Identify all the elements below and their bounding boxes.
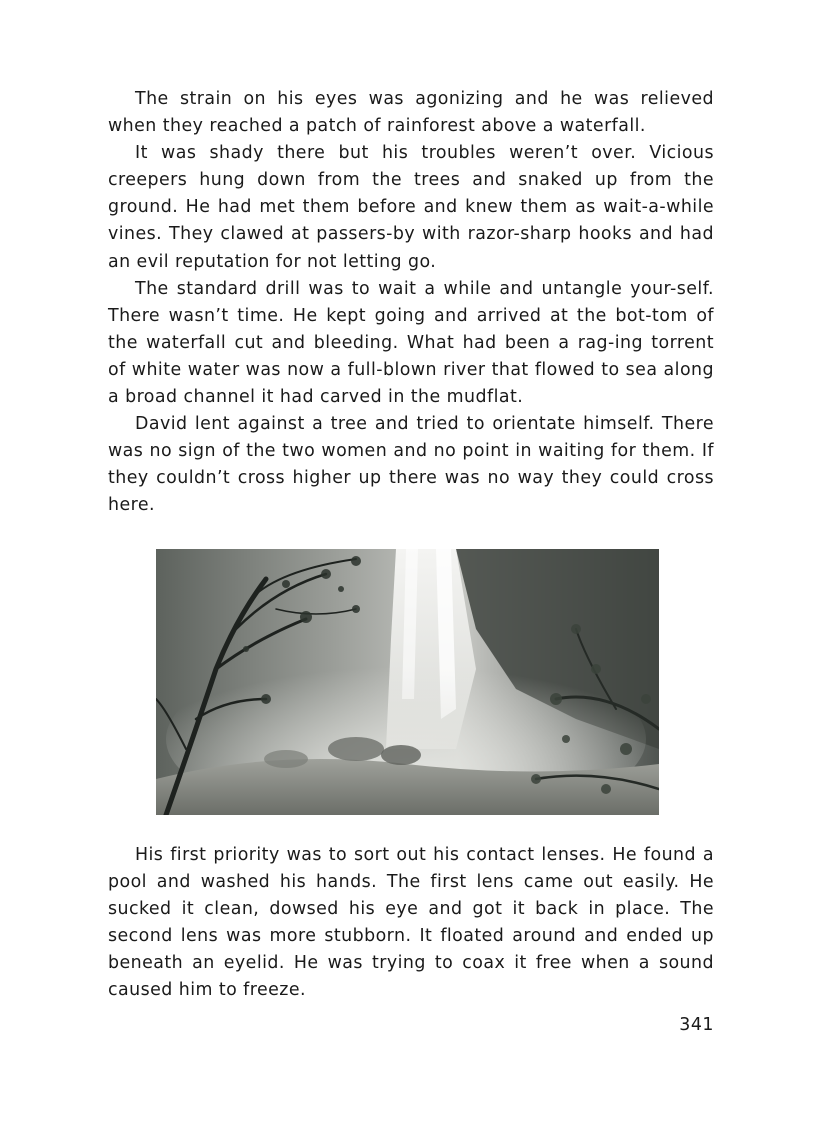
paragraph-1: The strain on his eyes was agonizing and he was relieved when they reached a patch of rainforest above a waterfall. [108, 89, 714, 137]
waterfall-illustration [156, 549, 659, 815]
paragraph-5: His first priority was to sort out his contact lenses. He found a pool and washed his hands. The first lens came out easily. He sucked it clean, dowsed his eye and got it back in place. The second lens was more stubborn. It floated around and ended up beneath an eyelid. He was trying to coax it free when a sound caused him to freeze. [108, 844, 714, 1000]
waterfall-photo [156, 549, 659, 815]
book-page [108, 86, 714, 1004]
paragraph-4: David lent against a tree and tried to orientate himself. There was no sign of the two women and no point in waiting for them. If they couldn’t cross higher up there was no way they could cross here. [108, 414, 714, 516]
paragraph-2: It was shady there but his troubles weren’t over. Vicious creepers hung down from the trees and snaked up from the ground. He had met them before and knew them as wait-a-while vines. They clawed at passers-by with razor-sharp hooks and had an evil reputation for not letting go. [108, 143, 714, 272]
paragraph-3: The standard drill was to wait a while and untangle your-self. There wasn’t time. He kept going and arrived at the bot-tom of the waterfall cut and bleeding. What had been a rag-ing torrent of white water was now a full-blown river that flowed to sea along a broad channel it had carved in the mudflat. [108, 278, 714, 408]
page-number: 341 [679, 1015, 714, 1035]
